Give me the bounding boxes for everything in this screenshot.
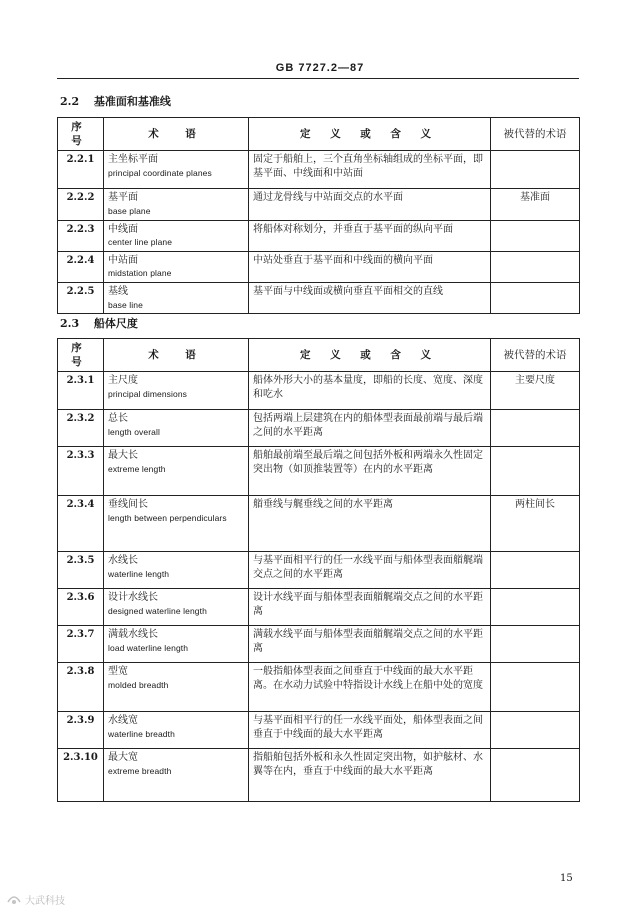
row-number: 2.2.2	[58, 189, 104, 220]
replaced-term-cell	[491, 151, 580, 189]
row-number: 2.2.4	[58, 251, 104, 282]
col-header-number: 序 号	[58, 118, 104, 151]
replaced-term-cell	[491, 447, 580, 496]
term-english: waterline breadth	[108, 728, 175, 739]
term-chinese: 型宽	[108, 666, 128, 678]
table-row	[58, 626, 580, 663]
watermark-logo-icon	[6, 892, 22, 906]
col-header-term: 术 语	[104, 118, 249, 151]
page-number: 15	[560, 873, 573, 884]
definition-cell: 设计水线平面与船体型表面艏艉端交点之间的水平距离	[249, 589, 491, 626]
definition-cell: 满载水线平面与船体型表面艏艉端交点之间的水平距离	[249, 626, 491, 663]
replaced-term-cell: 基准面	[491, 189, 580, 220]
replaced-term-cell	[491, 663, 580, 712]
header-rule	[57, 78, 579, 79]
row-number: 2.2.5	[58, 283, 104, 314]
watermark	[6, 890, 116, 908]
replaced-term-cell	[491, 749, 580, 802]
row-number: 2.3.2	[58, 410, 104, 447]
terms-table-2-3	[57, 338, 580, 802]
col-header-definition: 定 义 或 含 义	[249, 339, 491, 372]
term-english: length overall	[108, 426, 160, 437]
term-cell	[104, 220, 249, 251]
table-row	[58, 496, 580, 552]
term-english: designed waterline length	[108, 605, 207, 616]
table-row	[58, 712, 580, 749]
term-english: waterline length	[108, 568, 170, 579]
term-cell	[104, 626, 249, 663]
watermark-text: 大武科技	[25, 895, 65, 907]
row-number: 2.3.10	[58, 749, 104, 802]
table-row	[58, 189, 580, 220]
term-english: extreme length	[108, 463, 166, 474]
section-heading-2-3	[60, 315, 138, 331]
term-chinese: 垂线间长	[108, 499, 148, 511]
replaced-term-cell: 两柱间长	[491, 496, 580, 552]
replaced-term-cell	[491, 410, 580, 447]
term-chinese: 满载水线长	[108, 629, 158, 641]
term-english: base plane	[108, 205, 151, 216]
row-number: 2.3.1	[58, 372, 104, 410]
section-title: 船体尺度	[93, 317, 138, 330]
term-english: load waterline length	[108, 642, 189, 653]
term-english: midstation plane	[108, 268, 172, 279]
term-cell	[104, 151, 249, 189]
term-cell	[104, 372, 249, 410]
table-header-row	[58, 118, 580, 151]
term-chinese: 最大宽	[108, 752, 138, 764]
term-english: principal coordinate planes	[108, 167, 212, 178]
definition-cell: 固定于船舶上，三个直角坐标轴组成的坐标平面，即基平面、中线面和中站面	[249, 151, 491, 189]
replaced-term-cell: 主要尺度	[491, 372, 580, 410]
row-number: 2.2.1	[58, 151, 104, 189]
term-english: base line	[108, 299, 143, 310]
row-number: 2.3.6	[58, 589, 104, 626]
row-number: 2.3.8	[58, 663, 104, 712]
row-number: 2.3.4	[58, 496, 104, 552]
replaced-term-cell	[491, 626, 580, 663]
definition-cell: 船体外形大小的基本量度，即船的长度、宽度、深度和吃水	[249, 372, 491, 410]
table-row	[58, 552, 580, 589]
table-row	[58, 151, 580, 189]
replaced-term-cell	[491, 283, 580, 314]
term-english: length between perpendiculars	[108, 512, 227, 523]
term-chinese: 主尺度	[108, 375, 138, 387]
term-cell	[104, 552, 249, 589]
col-header-replaced: 被代替的术语	[491, 118, 580, 151]
definition-cell: 与基平面相平行的任一水线平面与船体型表面艏艉端交点之间的水平距离	[249, 552, 491, 589]
replaced-term-cell	[491, 220, 580, 251]
term-cell	[104, 283, 249, 314]
term-chinese: 主坐标平面	[108, 154, 158, 166]
definition-cell: 包括两端上层建筑在内的船体型表面最前端与最后端之间的水平距离	[249, 410, 491, 447]
term-cell	[104, 663, 249, 712]
section-number: 2.2	[60, 95, 80, 108]
col-header-definition: 定 义 或 含 义	[249, 118, 491, 151]
terms-table-2-2	[57, 117, 580, 314]
term-chinese: 最大长	[108, 450, 138, 462]
table-row	[58, 220, 580, 251]
term-cell	[104, 589, 249, 626]
row-number: 2.3.9	[58, 712, 104, 749]
term-chinese: 水线长	[108, 555, 138, 567]
section-number: 2.3	[60, 317, 80, 330]
table-row	[58, 251, 580, 282]
definition-cell: 艏垂线与艉垂线之间的水平距离	[249, 496, 491, 552]
row-number: 2.3.5	[58, 552, 104, 589]
standard-code-header: GB 7727.2—87	[275, 62, 365, 74]
col-header-replaced: 被代替的术语	[491, 339, 580, 372]
term-cell	[104, 749, 249, 802]
term-cell	[104, 712, 249, 749]
row-number: 2.3.3	[58, 447, 104, 496]
table-row	[58, 447, 580, 496]
replaced-term-cell	[491, 251, 580, 282]
term-chinese: 中线面	[108, 223, 138, 235]
term-cell	[104, 189, 249, 220]
term-cell	[104, 496, 249, 552]
table-row	[58, 372, 580, 410]
replaced-term-cell	[491, 589, 580, 626]
definition-cell: 中站处垂直于基平面和中线面的横向平面	[249, 251, 491, 282]
definition-cell: 一般指船体型表面之间垂直于中线面的最大水平距离。在水动力试验中特指设计水线上在船中处的宽度	[249, 663, 491, 712]
definition-cell: 与基平面相平行的任一水线平面处，船体型表面之间垂直于中线面的最大水平距离	[249, 712, 491, 749]
table-header-row	[58, 339, 580, 372]
row-number: 2.2.3	[58, 220, 104, 251]
section-heading-2-2	[60, 93, 171, 109]
section-title: 基准面和基准线	[93, 95, 171, 108]
table-row	[58, 410, 580, 447]
term-cell	[104, 410, 249, 447]
term-english: principal dimensions	[108, 388, 188, 399]
term-english: center line plane	[108, 237, 173, 248]
term-cell	[104, 251, 249, 282]
term-chinese: 水线宽	[108, 715, 138, 727]
definition-cell: 基平面与中线面或横向垂直平面相交的直线	[249, 283, 491, 314]
definition-cell: 指船舶包括外板和永久性固定突出物，如护舷材、水翼等在内，垂直于中线面的最大水平距离	[249, 749, 491, 802]
row-number: 2.3.7	[58, 626, 104, 663]
term-chinese: 中站面	[108, 254, 138, 266]
term-cell	[104, 447, 249, 496]
table-row	[58, 283, 580, 314]
definition-cell: 将船体对称划分，并垂直于基平面的纵向平面	[249, 220, 491, 251]
term-english: molded breadth	[108, 679, 169, 690]
definition-cell: 船舶最前端至最后端之间包括外板和两端永久性固定突出物（如顶推装置等）在内的水平距离	[249, 447, 491, 496]
definition-cell: 通过龙骨线与中站面交点的水平面	[249, 189, 491, 220]
table-row	[58, 749, 580, 802]
term-chinese: 总长	[108, 413, 128, 425]
term-chinese: 基平面	[108, 192, 138, 204]
term-english: extreme breadth	[108, 765, 172, 776]
table-row	[58, 589, 580, 626]
replaced-term-cell	[491, 552, 580, 589]
term-chinese: 设计水线长	[108, 592, 158, 604]
term-chinese: 基线	[108, 286, 128, 298]
col-header-term: 术 语	[104, 339, 249, 372]
replaced-term-cell	[491, 712, 580, 749]
col-header-number: 序 号	[58, 339, 104, 372]
table-row	[58, 663, 580, 712]
